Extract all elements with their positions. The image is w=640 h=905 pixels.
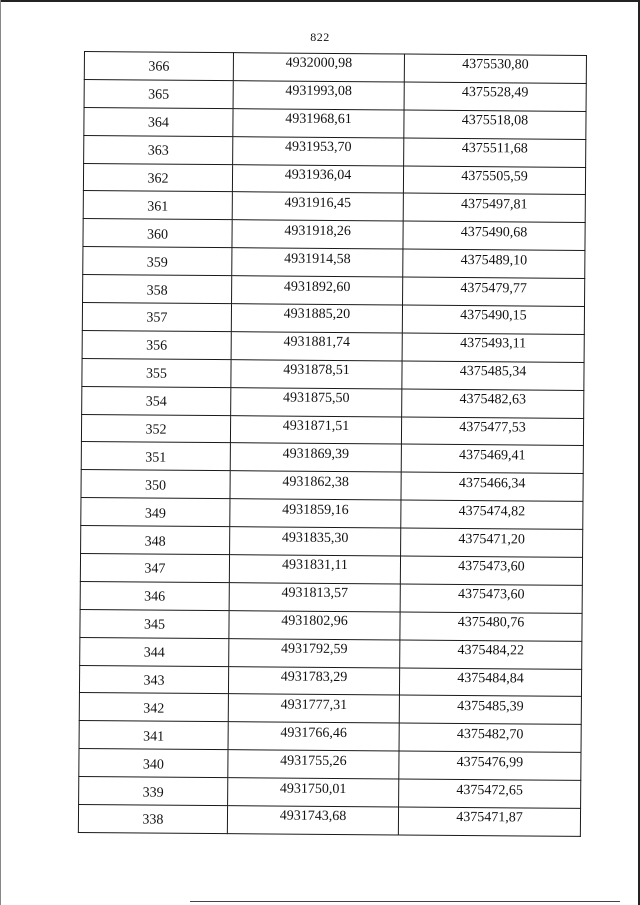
x-coordinate-cell [229, 555, 400, 584]
y-coordinate-cell [403, 166, 585, 195]
y-coordinate-text: 4375485,34 [459, 364, 527, 380]
page-edge-left [0, 0, 1, 905]
y-coordinate-cell [400, 640, 582, 669]
point-number-cell [79, 749, 228, 778]
y-coordinate-text: 4375484,84 [457, 670, 524, 687]
table-row [80, 637, 582, 669]
y-coordinate-text: 4375490,68 [460, 224, 528, 241]
y-coordinate-text: 4375518,08 [461, 113, 529, 129]
y-coordinate-cell [404, 82, 586, 111]
x-coordinate-cell [231, 332, 402, 361]
point-number-text: 352 [145, 422, 167, 438]
table-row [83, 219, 585, 251]
table-row [84, 135, 586, 167]
table-row [79, 721, 581, 753]
table-row [79, 777, 581, 809]
x-coordinate-text: 4931968,61 [285, 111, 352, 128]
table-row [84, 52, 586, 84]
point-number-text: 359 [146, 255, 168, 271]
point-number-cell [84, 79, 233, 108]
table-row [81, 414, 583, 446]
y-coordinate-cell [403, 193, 585, 222]
point-number-text: 365 [148, 87, 170, 103]
table-row [80, 581, 582, 613]
table-row [83, 191, 585, 223]
y-coordinate-text: 4375482,70 [456, 726, 524, 743]
point-number-cell [80, 637, 229, 666]
point-number-cell [80, 581, 229, 610]
point-number-cell [83, 275, 232, 304]
table-row [82, 358, 584, 390]
y-coordinate-cell [403, 249, 585, 278]
x-coordinate-cell [230, 471, 401, 500]
y-coordinate-text: 4375471,87 [456, 810, 523, 826]
x-coordinate-cell [233, 53, 404, 82]
point-number-text: 360 [146, 227, 169, 243]
x-coordinate-text: 4931783,29 [280, 669, 348, 686]
x-coordinate-cell [230, 527, 401, 556]
point-number-text: 362 [147, 171, 169, 187]
point-number-text: 357 [146, 310, 168, 327]
point-number-cell [84, 135, 233, 164]
point-number-cell [81, 470, 230, 499]
y-coordinate-cell [404, 110, 586, 139]
y-coordinate-text: 4375482,63 [459, 392, 527, 408]
table-row [81, 470, 583, 502]
x-coordinate-text: 4931914,58 [284, 251, 351, 267]
point-number-text: 364 [147, 115, 169, 131]
point-number-text: 363 [147, 143, 169, 159]
point-number-cell [84, 52, 233, 81]
point-number-text: 341 [143, 729, 165, 745]
y-coordinate-text: 4375471,20 [458, 531, 525, 548]
x-coordinate-text: 4931743,68 [279, 809, 347, 825]
y-coordinate-cell [403, 277, 585, 306]
x-coordinate-cell [229, 638, 400, 667]
y-coordinate-text: 4375480,76 [457, 615, 525, 631]
y-coordinate-text: 4375466,34 [458, 475, 526, 492]
y-coordinate-text: 4375511,68 [461, 141, 528, 157]
x-coordinate-text: 4931916,45 [284, 195, 352, 211]
x-coordinate-text: 4931881,74 [283, 334, 351, 351]
x-coordinate-text: 4931936,04 [284, 167, 352, 184]
point-number-cell [80, 554, 229, 583]
x-coordinate-cell [233, 81, 404, 110]
table-row [82, 330, 584, 362]
point-number-cell [79, 665, 228, 694]
x-coordinate-cell [232, 220, 403, 249]
x-coordinate-text: 4932000,98 [285, 56, 353, 72]
point-number-cell [82, 386, 231, 415]
x-coordinate-text: 4931885,20 [283, 307, 351, 323]
table-row [78, 805, 580, 837]
x-coordinate-cell [228, 778, 399, 807]
y-coordinate-cell [401, 500, 583, 529]
point-number-cell [82, 330, 231, 359]
table-row [83, 247, 585, 279]
point-number-cell [83, 191, 232, 220]
point-number-text: 354 [145, 394, 167, 410]
coordinates-table [78, 51, 587, 837]
table-row [79, 749, 581, 781]
point-number-text: 344 [143, 645, 165, 661]
y-coordinate-cell [401, 444, 583, 473]
table-row [81, 498, 583, 530]
x-coordinate-text: 4931802,96 [281, 613, 348, 630]
y-coordinate-cell [401, 417, 583, 446]
table-row [82, 386, 584, 418]
table-row [84, 107, 586, 139]
point-number-cell [81, 414, 230, 443]
point-number-cell [81, 526, 230, 555]
y-coordinate-cell [400, 584, 582, 613]
x-coordinate-cell [232, 192, 403, 221]
y-coordinate-cell [399, 723, 581, 752]
page-edge-top [0, 0, 640, 2]
y-coordinate-cell [399, 695, 581, 724]
y-coordinate-cell [404, 54, 586, 83]
point-number-cell [79, 777, 228, 806]
y-coordinate-cell [401, 472, 583, 501]
y-coordinate-text: 4375485,39 [457, 698, 524, 715]
y-coordinate-text: 4375530,80 [462, 57, 529, 73]
point-number-cell [83, 163, 232, 192]
x-coordinate-text: 4931993,08 [285, 83, 352, 100]
x-coordinate-text: 4931750,01 [279, 781, 347, 797]
x-coordinate-cell [233, 136, 404, 165]
point-number-cell [80, 609, 229, 638]
point-number-cell [81, 442, 230, 471]
page-number: 822 [310, 30, 330, 44]
table-row [83, 163, 585, 195]
point-number-cell [83, 247, 232, 276]
point-number-text: 350 [145, 478, 167, 494]
x-coordinate-text: 4931892,60 [283, 279, 351, 295]
y-coordinate-text: 4375477,53 [459, 419, 526, 436]
x-coordinate-text: 4931766,46 [280, 725, 347, 741]
point-number-text: 347 [144, 561, 166, 578]
table-row [81, 526, 583, 558]
point-number-text: 340 [142, 757, 164, 773]
x-coordinate-text: 4931792,59 [280, 641, 348, 658]
point-number-text: 356 [146, 338, 168, 355]
x-coordinate-text: 4931871,51 [282, 418, 350, 435]
y-coordinate-cell [399, 779, 581, 808]
x-coordinate-text: 4931875,50 [282, 390, 350, 407]
y-coordinate-cell [400, 556, 582, 585]
x-coordinate-cell [230, 415, 401, 444]
point-number-cell [82, 358, 231, 387]
point-number-cell [82, 303, 231, 332]
point-number-text: 338 [142, 812, 164, 829]
x-coordinate-text: 4931953,70 [284, 139, 352, 156]
x-coordinate-cell [228, 750, 399, 779]
x-coordinate-text: 4931777,31 [280, 697, 348, 714]
x-coordinate-cell [233, 108, 404, 137]
y-coordinate-text: 4375474,82 [458, 503, 526, 520]
table-row [79, 693, 581, 725]
x-coordinate-cell [230, 499, 401, 528]
point-number-cell [79, 693, 228, 722]
y-coordinate-text: 4375484,22 [457, 643, 525, 659]
y-coordinate-cell [403, 221, 585, 250]
y-coordinate-text: 4375472,65 [456, 782, 524, 799]
x-coordinate-text: 4931813,57 [281, 585, 349, 602]
table-row [83, 275, 585, 307]
y-coordinate-text: 4375505,59 [461, 168, 528, 185]
y-coordinate-text: 4375497,81 [460, 196, 528, 213]
point-number-text: 342 [143, 701, 165, 717]
x-coordinate-cell [230, 443, 401, 472]
point-number-text: 345 [143, 617, 166, 633]
point-number-text: 346 [144, 589, 166, 606]
x-coordinate-cell [227, 806, 398, 835]
point-number-text: 355 [145, 366, 168, 382]
x-coordinate-text: 4931869,39 [282, 446, 350, 463]
y-coordinate-cell [399, 668, 581, 697]
table-row [80, 554, 582, 586]
x-coordinate-cell [228, 666, 399, 695]
table-row [81, 442, 583, 474]
y-coordinate-text: 4375473,60 [457, 587, 525, 603]
x-coordinate-cell [232, 164, 403, 193]
y-coordinate-text: 4375528,49 [461, 85, 529, 101]
y-coordinate-cell [402, 305, 584, 334]
x-coordinate-text: 4931918,26 [284, 223, 351, 239]
y-coordinate-cell [399, 751, 581, 780]
x-coordinate-text: 4931831,11 [281, 558, 349, 574]
point-number-text: 361 [147, 199, 169, 215]
x-coordinate-text: 4931755,26 [280, 753, 347, 769]
table-row [82, 303, 584, 335]
point-number-cell [79, 721, 228, 750]
point-number-text: 339 [142, 785, 164, 801]
table-row [79, 665, 581, 697]
point-number-cell [78, 805, 227, 834]
x-coordinate-text: 4931859,16 [282, 502, 349, 518]
y-coordinate-cell [398, 807, 580, 836]
point-number-text: 351 [145, 450, 167, 466]
y-coordinate-text: 4375476,99 [456, 754, 524, 771]
y-coordinate-text: 4375490,15 [460, 308, 527, 324]
point-number-text: 366 [148, 59, 170, 76]
point-number-text: 343 [143, 673, 165, 689]
x-coordinate-cell [228, 694, 399, 723]
y-coordinate-text: 4375479,77 [460, 280, 527, 297]
table-row [84, 79, 586, 111]
y-coordinate-cell [402, 361, 584, 390]
x-coordinate-cell [232, 248, 403, 277]
x-coordinate-text: 4931878,51 [283, 362, 350, 379]
y-coordinate-text: 4375473,60 [458, 559, 525, 575]
x-coordinate-cell [229, 610, 400, 639]
x-coordinate-cell [231, 304, 402, 333]
x-coordinate-cell [229, 583, 400, 612]
page-edge-bottom [190, 901, 620, 902]
point-number-text: 349 [144, 506, 166, 522]
y-coordinate-text: 4375493,11 [460, 336, 527, 352]
table-body [78, 52, 586, 837]
table-row [80, 609, 582, 641]
y-coordinate-cell [401, 528, 583, 557]
x-coordinate-text: 4931862,38 [282, 474, 349, 490]
y-coordinate-text: 4375489,10 [460, 252, 528, 269]
x-coordinate-cell [232, 276, 403, 305]
y-coordinate-cell [400, 612, 582, 641]
y-coordinate-text: 4375469,41 [459, 447, 526, 464]
x-coordinate-cell [231, 387, 402, 416]
x-coordinate-cell [228, 722, 399, 751]
y-coordinate-cell [402, 389, 584, 418]
point-number-cell [81, 498, 230, 527]
y-coordinate-cell [402, 333, 584, 362]
point-number-cell [83, 219, 232, 248]
point-number-text: 348 [144, 534, 166, 550]
point-number-cell [84, 107, 233, 136]
point-number-text: 358 [146, 283, 168, 299]
x-coordinate-text: 4931835,30 [281, 530, 349, 546]
x-coordinate-cell [231, 359, 402, 388]
y-coordinate-cell [404, 138, 586, 167]
